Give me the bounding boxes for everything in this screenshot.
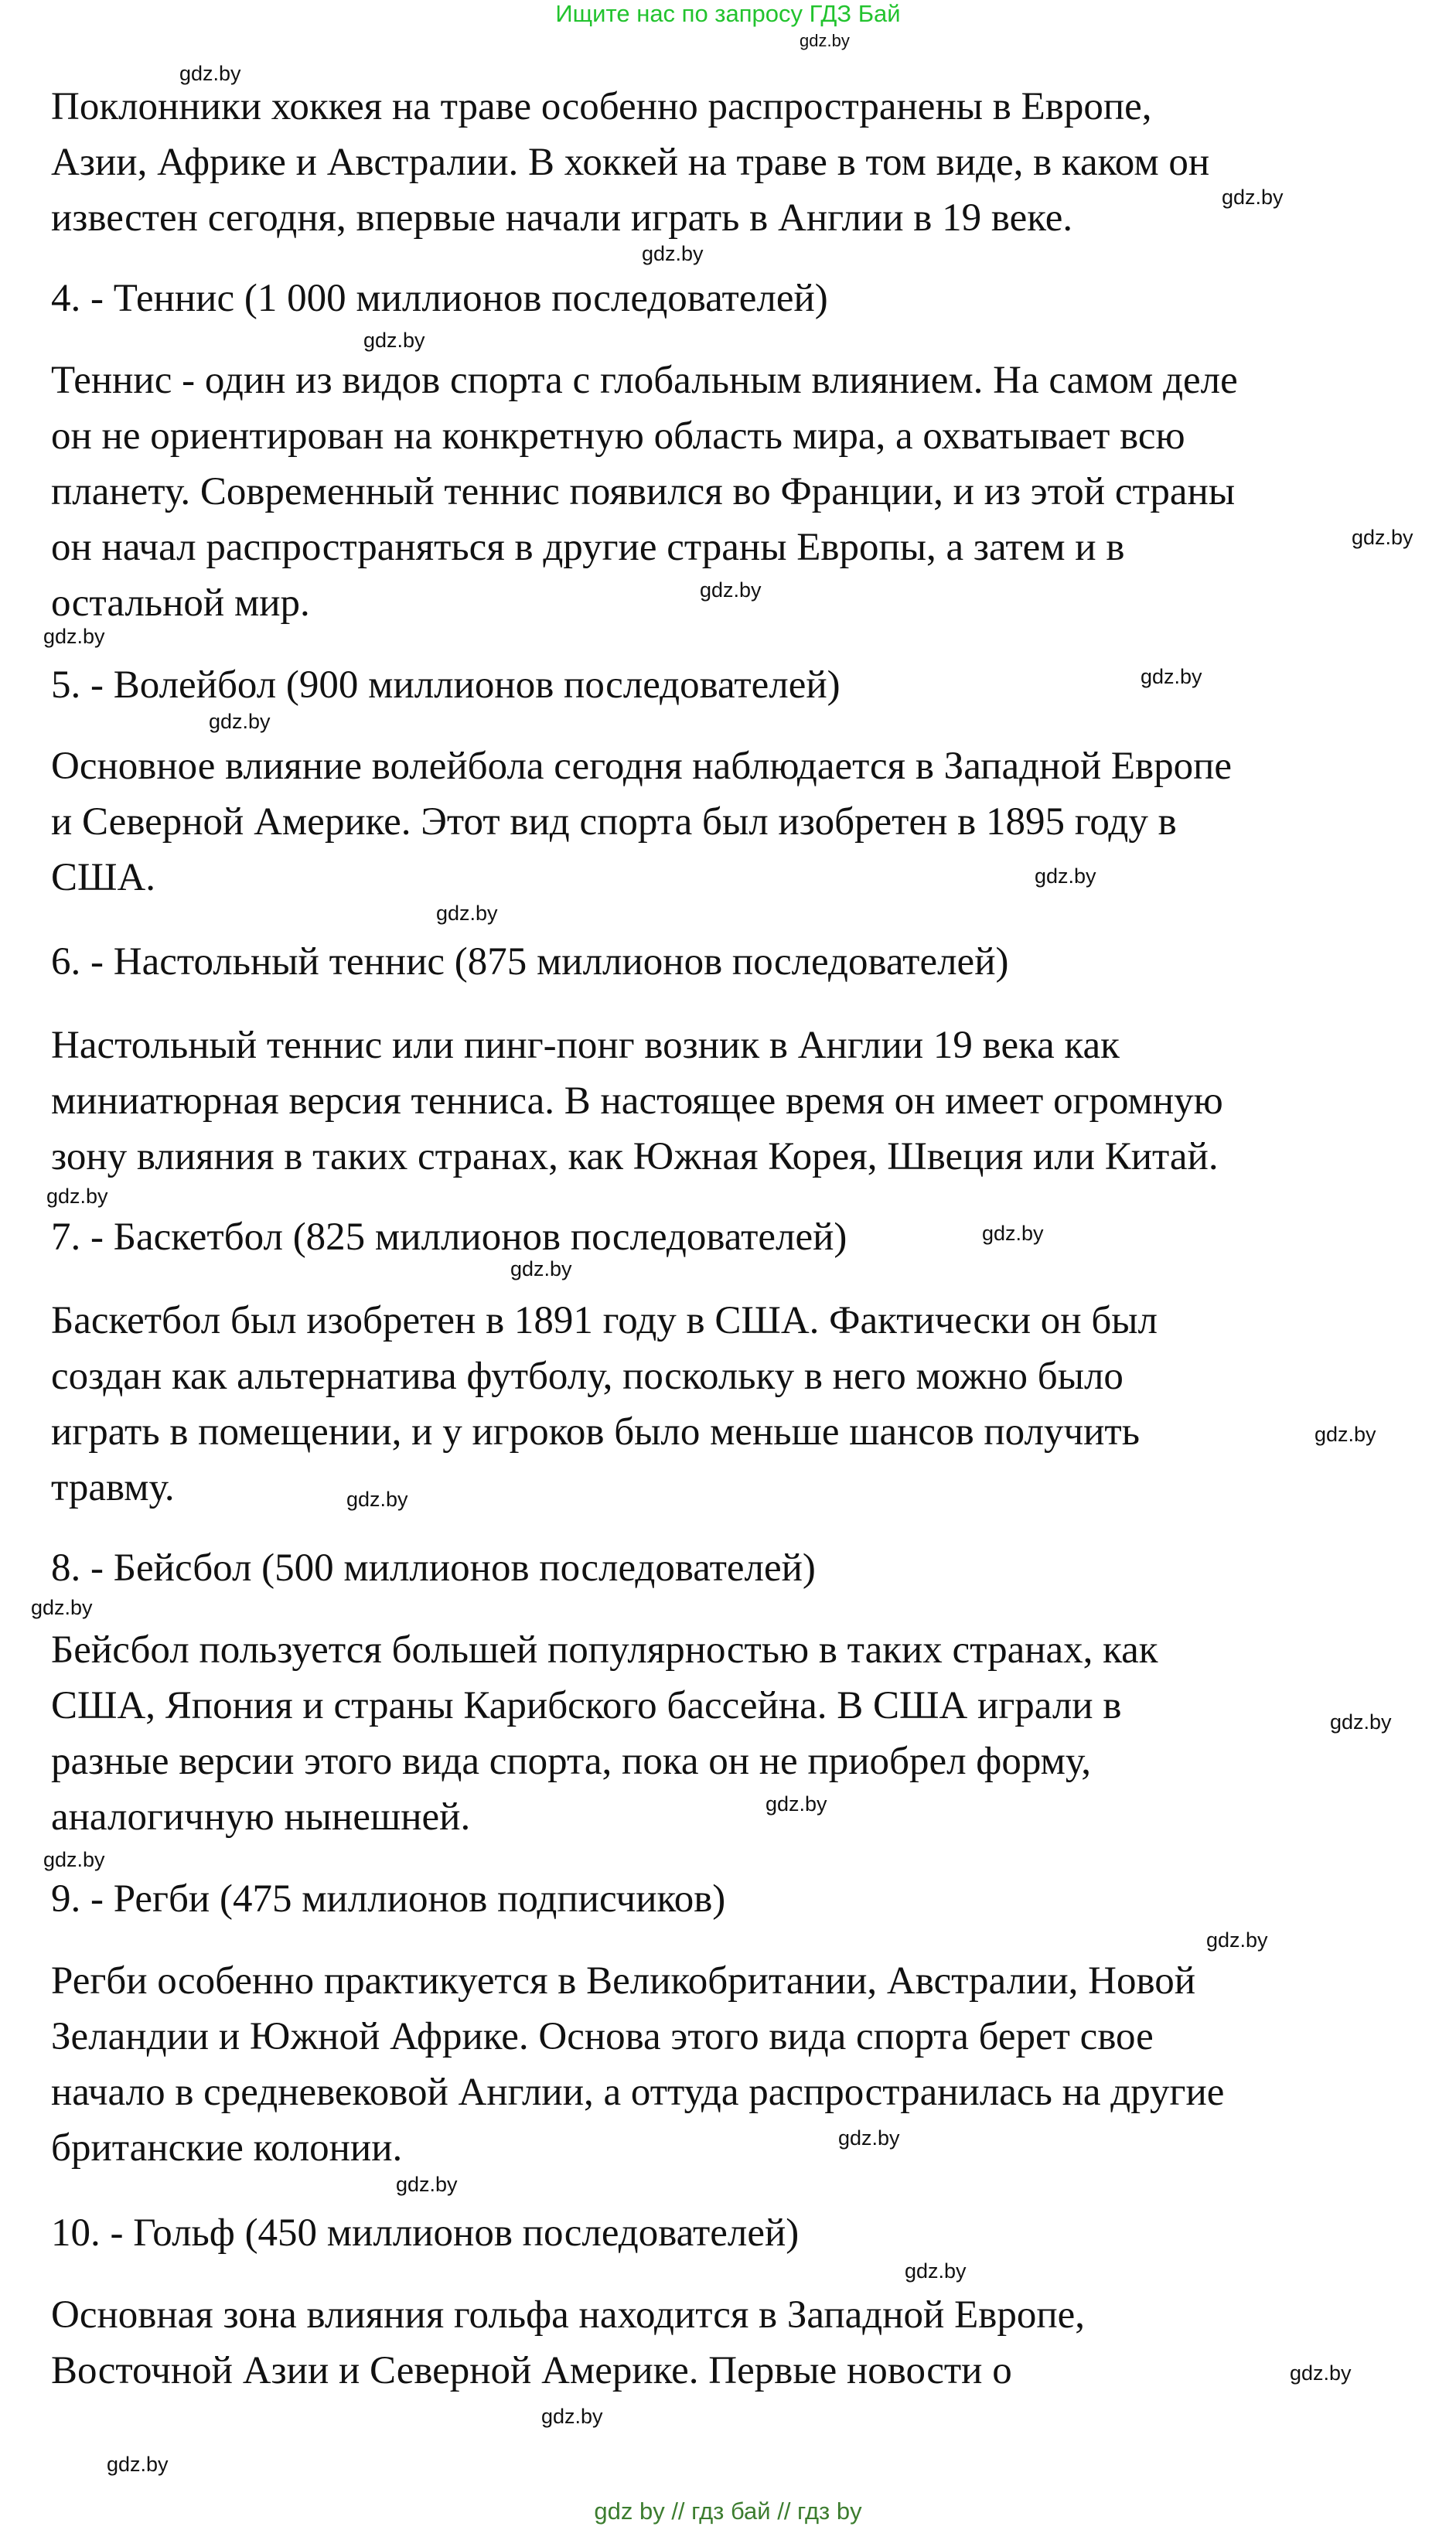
watermark: gdz.by [700,578,762,602]
section-heading: 8. - Бейсбол (500 миллионов последователей) [51,1546,816,1590]
paragraph-golf [51,2287,1427,2399]
watermark: gdz.by [510,1257,572,1280]
text-line: известен сегодня, впервые начали играть в Англии в 19 веке. [51,196,1073,240]
text-line: Баскетбол был изобретен в 1891 году в США. Фактически он был [51,1299,1158,1342]
text-line: играть в помещении, и у игроков было меньше шансов получить [51,1410,1140,1454]
text-line: Зеландии и Южной Африке. Основа этого вида спорта берет свое [51,2015,1154,2058]
text-line: он не ориентирован на конкретную область мира, а охватывает всю [51,414,1185,458]
section-heading: 10. - Гольф (450 миллионов последователей) [51,2211,800,2255]
watermark: gdz.by [905,2259,967,2283]
watermark: gdz.by [1035,864,1096,888]
section-heading: 4. - Теннис (1 000 миллионов последователей) [51,277,828,320]
text-line: Азии, Африке и Австралии. В хоккей на траве в том виде, в каком он [51,141,1210,184]
paragraph-table-tennis [51,1018,1427,1185]
watermark: gdz.by [1290,2361,1352,2385]
footer-links[interactable]: gdz by // гдз бай // гдз by [594,2498,862,2525]
text-line: британские колонии. [51,2126,403,2170]
text-line: Регби особенно практикуется в Великобритании, Австралии, Новой [51,1959,1195,2003]
text-line: Настольный теннис или пинг-понг возник в Англии 19 века как [51,1024,1120,1067]
text-line: Основное влияние волейбола сегодня наблюдается в Западной Европе [51,745,1233,788]
watermark: gdz.by [982,1222,1044,1245]
watermark: gdz.by [642,242,704,265]
text-line: США, Япония и страны Карибского бассейна. В США играли в [51,1684,1122,1727]
text-line: миниатюрная версия тенниса. В настоящее время он имеет огромную [51,1079,1223,1123]
paragraph-rugby [51,1953,1427,2176]
text-line: Восточной Азии и Северной Америке. Первые новости о [51,2349,1012,2392]
text-line: он начал распространяться в другие страны Европы, а затем и в [51,526,1125,569]
paragraph-baseball [51,1622,1427,1845]
watermark: gdz.by [1330,1710,1392,1734]
watermark: gdz.by [1141,665,1202,688]
text-line: планету. Современный теннис появился во Франции, и из этой страны [51,470,1236,513]
watermark: gdz.by [1206,1928,1268,1952]
text-line: начало в средневековой Англии, а оттуда распространилась на другие [51,2071,1225,2114]
text-line: разные версии этого вида спорта, пока он не приобрел форму, [51,1740,1092,1783]
heading-baseball [51,1540,1427,1596]
heading-basketball [51,1209,1427,1265]
heading-rugby [51,1871,1427,1927]
watermark: gdz.by [46,1185,108,1208]
section-heading: 6. - Настольный теннис (875 миллионов последователей) [51,940,1009,984]
watermark: gdz.by [1314,1423,1376,1446]
watermark: gdz.by [43,1848,105,1871]
heading-tennis [51,271,1427,326]
watermark: gdz.by [179,62,241,85]
section-heading: 5. - Волейбол (900 миллионов последователей) [51,663,841,707]
watermark: gdz.by [838,2126,900,2150]
watermark: gdz.by [43,625,105,648]
text-line: зону влияния в таких странах, как Южная Корея, Швеция или Китай. [51,1135,1219,1178]
text-line: остальной мир. [51,581,310,625]
text-line: Теннис - один из видов спорта с глобальным влиянием. На самом деле [51,359,1238,402]
paragraph-tennis [51,353,1427,631]
watermark: gdz.by [396,2173,458,2196]
heading-table-tennis [51,934,1427,990]
watermark: gdz.by [346,1488,408,1511]
search-banner[interactable]: Ищите нас по запросу ГДЗ Бай [555,0,901,27]
text-line: травму. [51,1466,175,1509]
watermark: gdz.by [107,2453,169,2476]
heading-volleyball [51,657,1427,713]
watermark: gdz.by [209,710,271,733]
text-line: аналогичную нынешней. [51,1795,471,1839]
section-heading: 9. - Регби (475 миллионов подписчиков) [51,1877,726,1921]
text-line: Поклонники хоккея на траве особенно распространены в Европе, [51,85,1152,128]
text-line: создан как альтернатива футболу, поскольку в него можно было [51,1355,1124,1398]
watermark: gdz.by [436,902,498,925]
heading-golf [51,2205,1427,2261]
text-line: Основная зона влияния гольфа находится в Западной Европе, [51,2293,1086,2337]
watermark: gdz.by [541,2405,603,2428]
section-heading: 7. - Баскетбол (825 миллионов последователей) [51,1216,847,1259]
text-line: и Северной Америке. Этот вид спорта был изобретен в 1895 году в [51,800,1177,844]
watermark: gdz.by [1352,526,1413,549]
text-line: США. [51,856,156,899]
watermark: gdz.by [31,1596,93,1619]
paragraph-field-hockey [51,79,1427,246]
watermark: gdz.by [800,31,850,50]
watermark: gdz.by [1222,186,1284,209]
paragraph-basketball [51,1293,1427,1516]
watermark: gdz.by [363,329,425,352]
watermark: gdz.by [766,1792,827,1816]
paragraph-volleyball [51,738,1427,905]
text-line: Бейсбол пользуется большей популярностью в таких странах, как [51,1628,1158,1672]
